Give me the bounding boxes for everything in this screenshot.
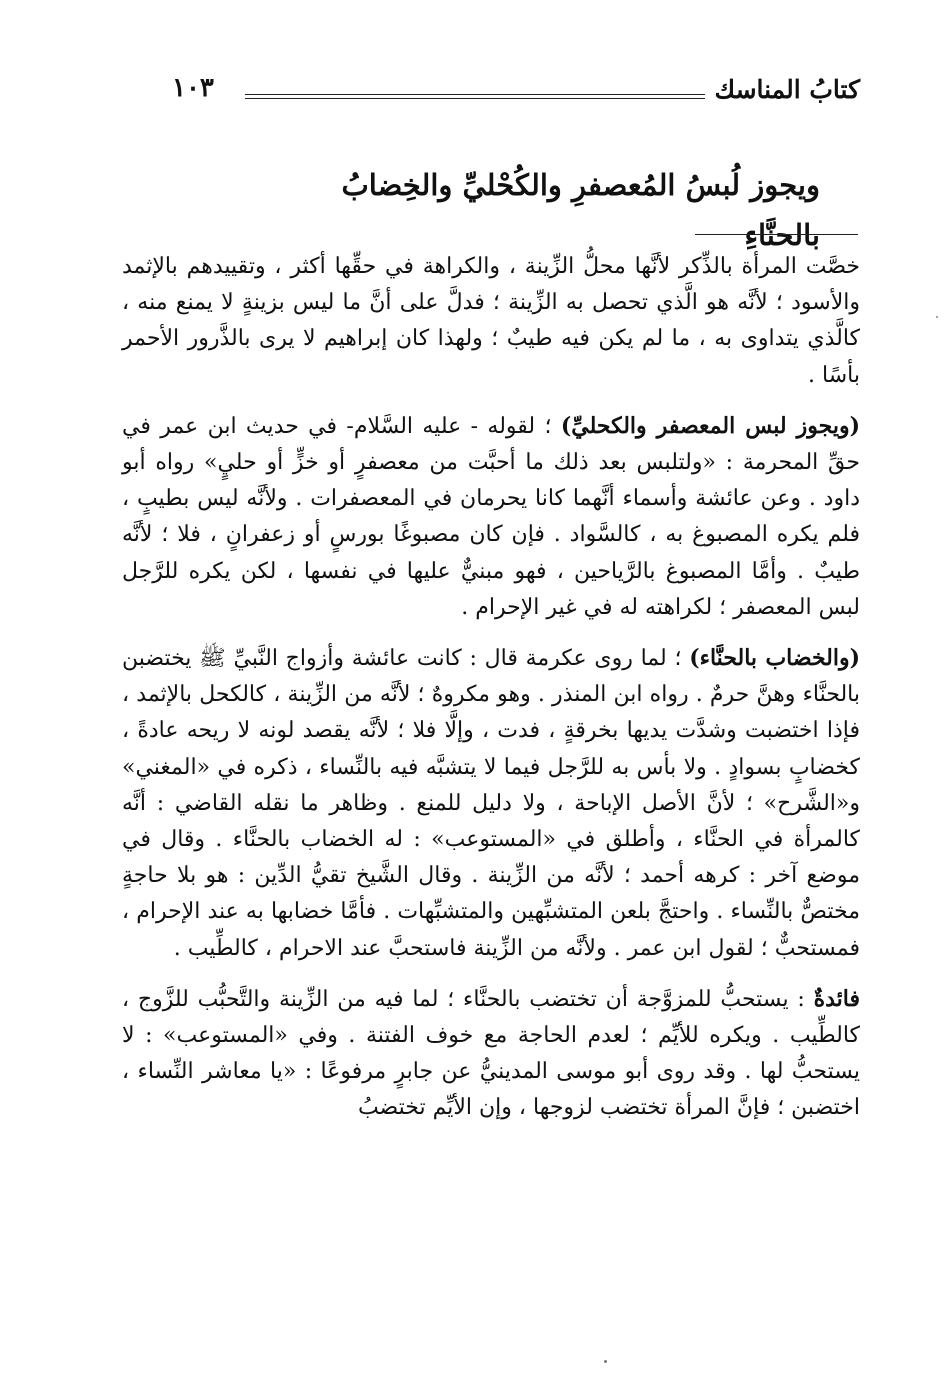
paragraph: [122, 408, 860, 626]
page-number: ١٠٣: [172, 73, 214, 103]
running-header: [150, 70, 860, 110]
book-title: كتابُ المناسك: [714, 75, 860, 104]
paragraph-lead: (ويجوز لبس المعصفر والكحليِّ): [560, 412, 860, 439]
paragraph-text: ؛ لقوله - عليه السَّلام- في حديث ابن عمر في حقِّ المحرمة : «ولتلبس بعد ذلك ما أحبَّت من معصفرٍ أو خزٍّ أو حليٍ» رواه أبو داود . وعن عائشة وأسماء أنَّهما كانا يحرمان في المعصفرات . ولأنَّه ليس بطيبٍ ، فلم يكره المصبوغ به ، كالسَّواد . فإن كان مصبوغًا بورسٍ أو زعفرانٍ ، فلا ؛ لأنَّه طيبٌ . وأمَّا المصبوغ بالرَّياحين ، فهو مبنيٌّ عليها في نفسها ، لكن يكره للرَّجل لبس المعصفر ؛ لكراهته له في غير الإحرام .: [122, 413, 860, 620]
matn-heading: ويجوز لُبسُ المُعصفرِ والكُحْليِّ والخِضابُ بالحنَّاءِ: [341, 168, 820, 252]
header-rule: [245, 94, 705, 99]
paragraph: [122, 248, 860, 394]
margin-speck: [936, 316, 938, 318]
paragraph-lead: (والخضاب بالحنَّاء): [689, 645, 861, 672]
paragraph-text: خصَّت المرأة بالذِّكر لأنَّها محلُّ الزِّينة ، والكراهة في حقِّها أكثر ، وتقييدهم بالإثمد والأسود ؛ لأنَّه هو الَّذي تحصل به الزِّينة ؛ فدلَّ على أنَّ ما ليس بزينةٍ لا يمنع منه ، كالَّذي يتداوى به ، ما لم يكن فيه طيبٌ ؛ ولهذا كان إبراهيم لا يرى بالذَّرور الأحمر بأسًا .: [122, 254, 860, 388]
page-speck: [604, 1360, 607, 1363]
paragraph-text: ؛ لما روى عكرمة قال : كانت عائشة وأزواج النَّبيِّ ﷺ يختضبن بالحنَّاء وهنَّ حرمٌ . رواه ابن المنذر . وهو مكروهٌ ؛ لأنَّه من الزِّينة ، كالكحل بالإثمد ، فإذا اختضبت وشدَّت يديها بخرقةٍ ، فدت ، وإلَّا فلا ؛ لأنَّه يقصد لونه لا ريحه عادةً ، كخضابٍ بسوادٍ . ولا بأس به للرَّجل فيما لا يتشبَّه فيه بالنِّساء ، ذكره في «المغني» و«الشَّرح» ؛ لأنَّ الأصل الإباحة ، ولا دليل للمنع . وظاهر ما نقله القاضي : أنَّه كالمرأة في الحنَّاء ، وأطلق في «المستوعب» : له الخضاب بالحنَّاء . وقال في موضع آخر : كرهه أحمد ؛ لأنَّه من الزِّينة . وقال الشَّيخ تقيُّ الدِّين : هو بلا حاجةٍ مختصٌّ بالنِّساء . واحتجَّ بلعن المتشبِّهين والمتشبِّهات . فأمَّا خضابها به عند الإحرام ، فمستحبٌّ ؛ لقول ابن عمر . ولأنَّه من الزِّينة فاستحبَّ عند الاحرام ، كالطِّيب .: [122, 646, 860, 961]
paragraph: [122, 981, 860, 1127]
paragraph-lead: فائدةٌ: [813, 985, 860, 1012]
paragraph-text: : يستحبُّ للمزوَّجة أن تختضب بالحنَّاء ؛ لما فيه من الزِّينة والتَّحبُّب للزَّوج ، كالطِّيب . ويكره للأيِّم ؛ لعدم الحاجة مع خوف الفتنة . وفي «المستوعب» : لا يستحبُّ لها . وقد روى أبو موسى المدينيُّ عن جابرٍ مرفوعًا : «يا معاشر النِّساء ، اختضبن ؛ فإنَّ المرأة تختضب لزوجها ، وإن الأيِّم تختضبُ: [122, 986, 860, 1121]
matn-divider: [695, 234, 858, 235]
paragraph: [122, 640, 860, 967]
commentary-text: [122, 248, 860, 1141]
